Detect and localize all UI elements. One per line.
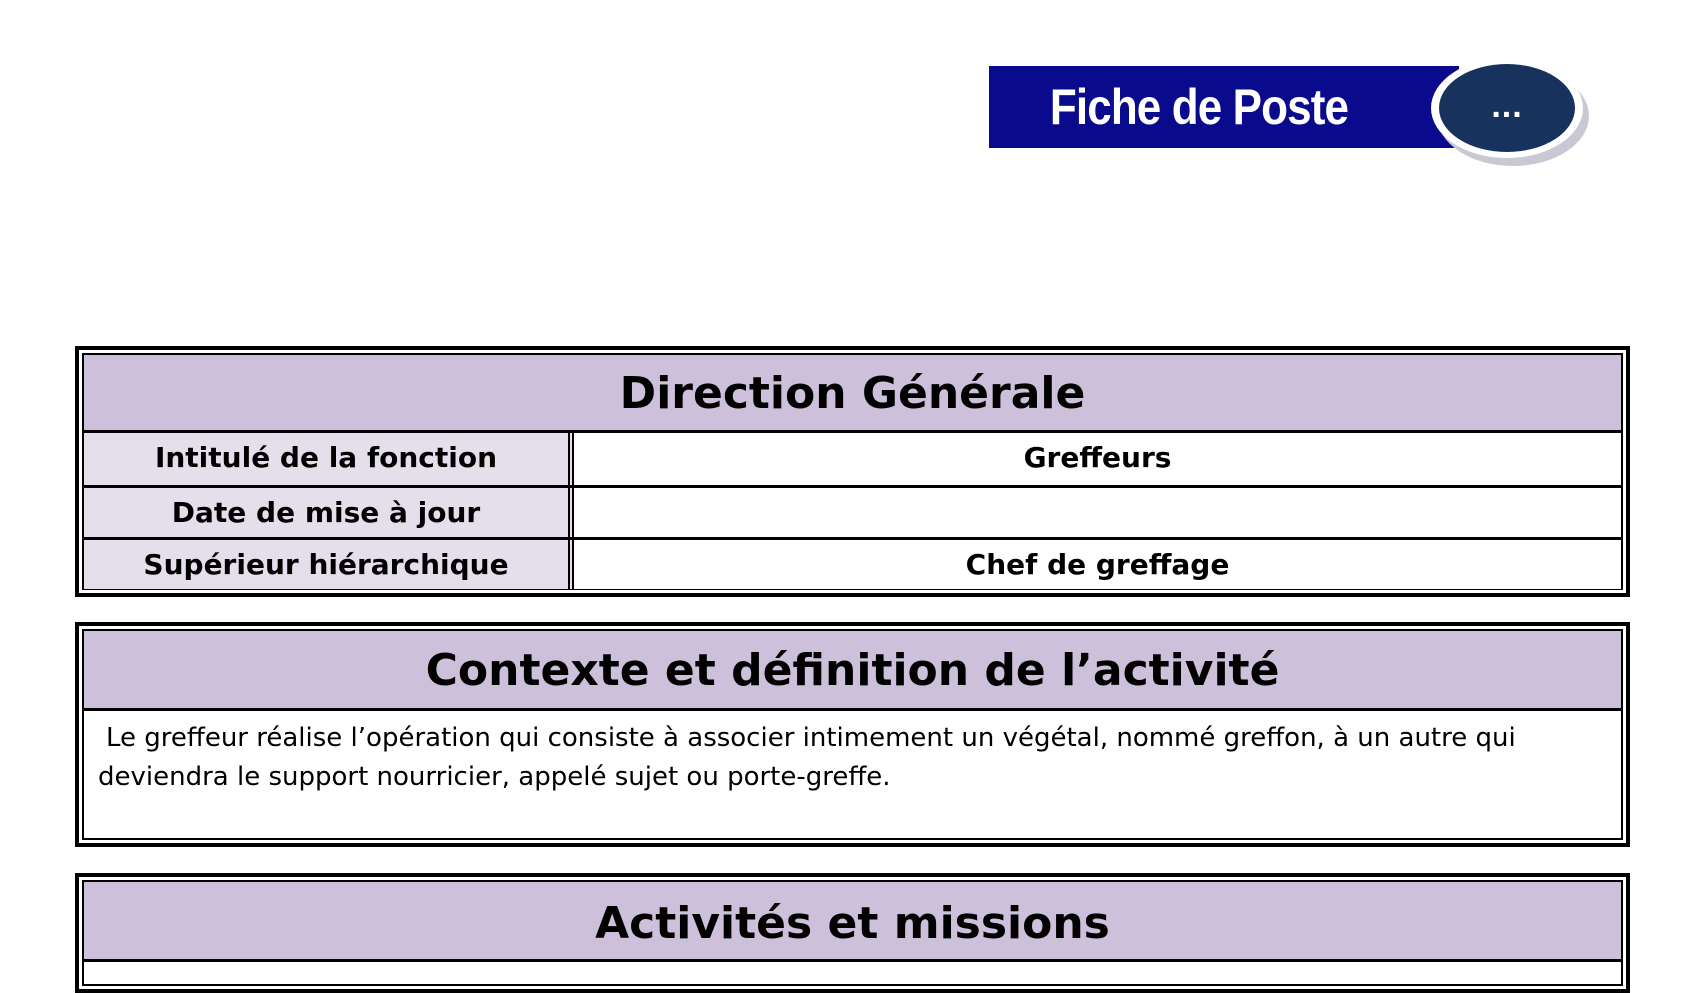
activities-heading: Activités et missions [84,882,1621,962]
page-banner [989,66,1523,148]
supervisor-label: Supérieur hiérarchique [84,540,574,589]
direction-frame [82,353,1623,590]
direction-section [75,346,1630,597]
banner-title: Fiche de Poste [1049,79,1349,135]
supervisor-value: Chef de greffage [574,540,1621,589]
update-date-label: Date de mise à jour [84,488,574,537]
info-row-supervisor [84,537,1621,589]
info-row-job-title [84,433,1621,485]
banner-badge: ... [1439,64,1575,152]
context-section [75,622,1630,847]
banner-bar [989,66,1459,148]
activities-frame [82,880,1623,986]
context-frame [82,629,1623,840]
context-paragraph: Le greffeur réalise l’opération qui consiste à associer intimement un végétal, nommé greffon, à un autre qui deviendra le support nourricier, appelé sujet ou porte-greffe. [98,723,1516,792]
job-title-label: Intitulé de la fonction [84,433,574,485]
job-title-value: Greffeurs [574,433,1621,485]
direction-heading: Direction Générale [84,355,1621,433]
update-date-value [574,488,1621,537]
context-heading: Contexte et définition de l’activité [84,631,1621,711]
activities-section [75,873,1630,993]
info-row-update-date [84,485,1621,537]
